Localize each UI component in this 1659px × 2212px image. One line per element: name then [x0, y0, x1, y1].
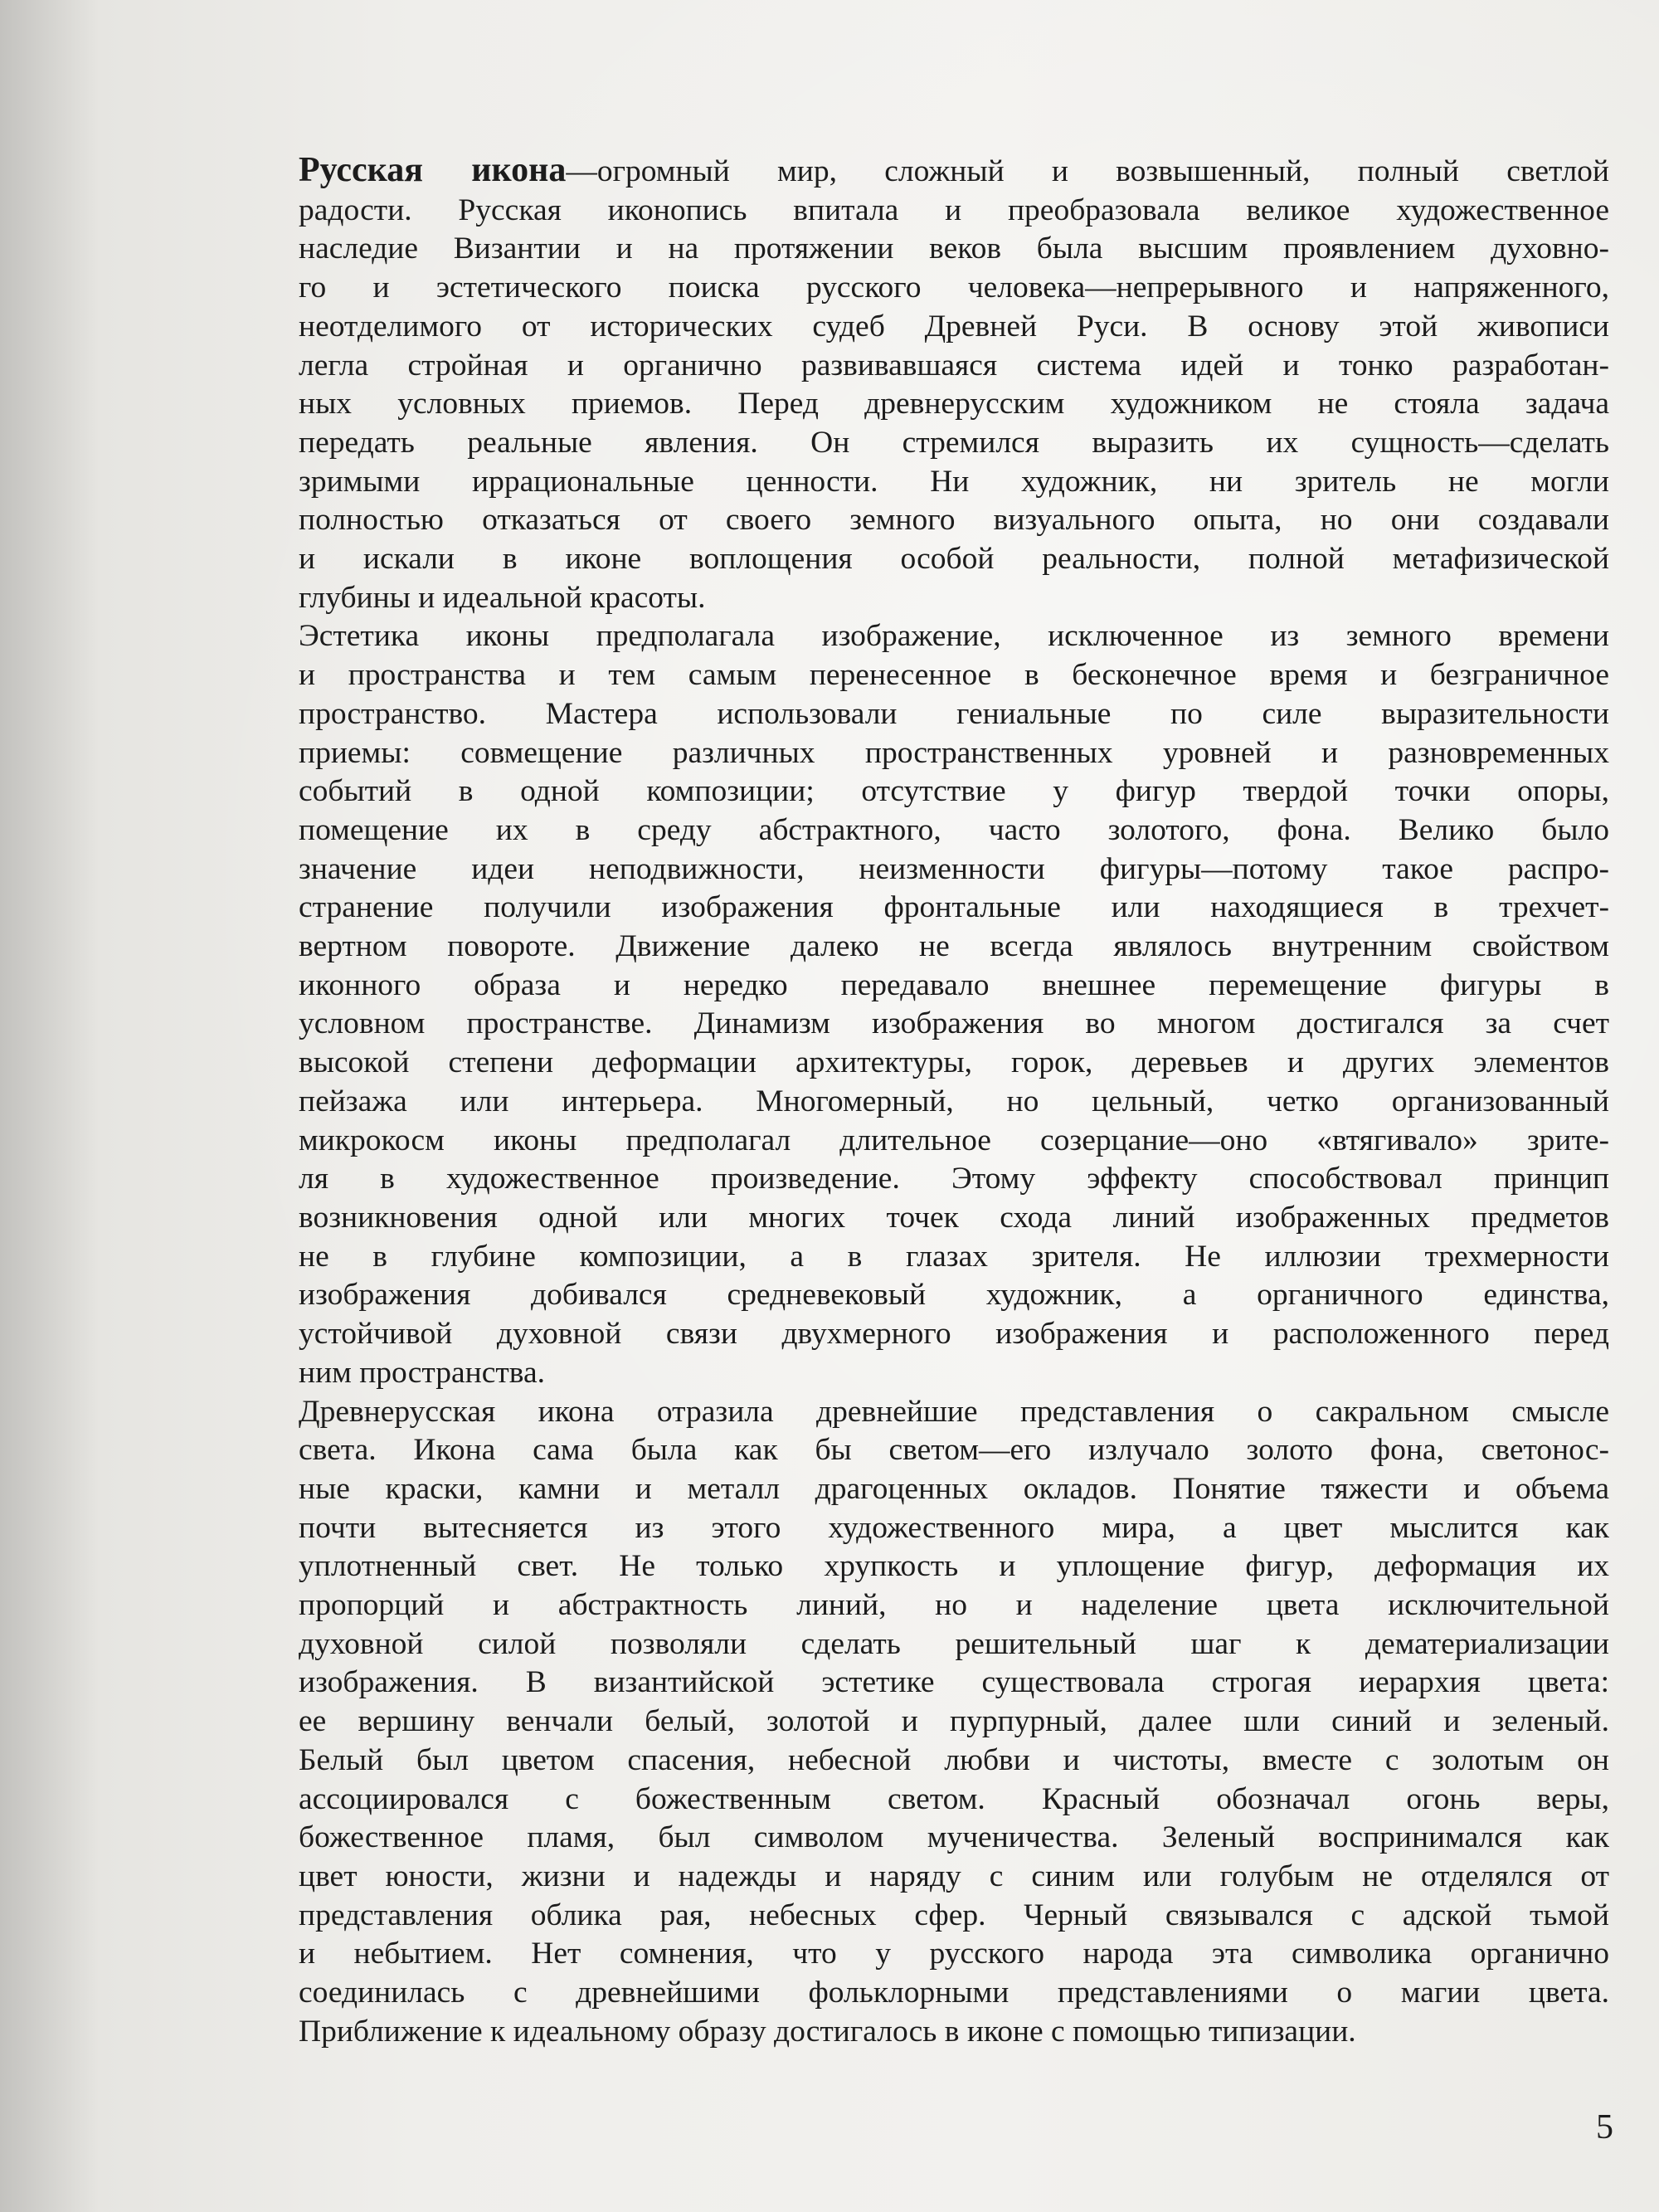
text-line-7: ных условных приемов. Перед древнерусским художником не стояла задача — [299, 387, 1609, 421]
text-line-20: странение получили изображения фронтальные или находящиеся в трехчет- — [299, 890, 1609, 925]
text-line-4: го и эстетического поиска русского человека—непрерывного и напряженного, — [299, 270, 1609, 305]
text-line-8: передать реальные явления. Он стремился выразить их сущность—сделать — [299, 425, 1609, 460]
text-line-1 — [299, 151, 1609, 192]
text-line-6: легла стройная и органично развивавшаяся система идей и тонко разработан- — [299, 348, 1609, 382]
text-line-36: почти вытесняется из этого художественного мира, а цвет мыслится как — [299, 1510, 1609, 1545]
text-line-40: изображения. В византийской эстетике существовала строгая иерархия цвета: — [299, 1665, 1609, 1700]
text-line-29: не в глубине композиции, а в глазах зрителя. Не иллюзии трехмерности — [299, 1239, 1609, 1274]
lead-title: Русская икона — [299, 151, 567, 189]
text-line-41: ее вершину венчали белый, золотой и пурпурный, далее шли синий и зеленый. — [299, 1704, 1609, 1739]
text-line-18: помещение их в среду абстрактного, часто золотого, фона. Велико было — [299, 812, 1609, 847]
body-text — [299, 151, 1609, 2051]
text-line-35: ные краски, камни и металл драгоценных окладов. Понятие тяжести и объема — [299, 1471, 1609, 1506]
text-line-43: ассоциировался с божественным светом. Красный обозначал огонь веры, — [299, 1781, 1609, 1816]
text-line-26: микрокосм иконы предполагал длительное созерцание—оно «втягивало» зрите- — [299, 1123, 1609, 1157]
text-line-39: духовной силой позволяли сделать решительный шаг к дематериализации — [299, 1626, 1609, 1661]
text-line-44: божественное пламя, был символом мученичества. Зеленый воспринимался как — [299, 1820, 1609, 1855]
text-line-22: иконного образа и нередко передавало внешнее перемещение фигуры в — [299, 967, 1609, 1002]
text-line-16: приемы: совмещение различных пространственных уровней и разновременных — [299, 735, 1609, 770]
text-line-5: неотделимого от исторических судеб Древней Руси. В основу этой живописи — [299, 309, 1609, 343]
text-line-30: изображения добивался средневековый художник, а органичного единства, — [299, 1278, 1609, 1313]
text-line-27: ля в художественное произведение. Этому эффекту способствовал принцип — [299, 1162, 1609, 1196]
text-line-12: глубины и идеальной красоты. — [299, 580, 706, 615]
text-line-2: радости. Русская иконопись впитала и преобразовала великое художественное — [299, 192, 1609, 227]
page-gutter-shadow — [0, 0, 100, 2212]
text-line-49: Приближение к идеальному образу достигалось в иконе с помощью типизации. — [299, 2014, 1356, 2049]
text-line-31: устойчивой духовной связи двухмерного изображения и расположенного перед — [299, 1317, 1609, 1352]
text-line-1-rest: —огромный мир, сложный и возвышенный, полный светлой — [566, 154, 1609, 188]
text-line-33: Древнерусская икона отразила древнейшие представления о сакральном смысле — [299, 1394, 1609, 1429]
text-line-45: цвет юности, жизни и надежды и наряду с синим или голубым не отделялся от — [299, 1859, 1609, 1893]
text-line-10: полностью отказаться от своего земного визуального опыта, но они создавали — [299, 503, 1609, 538]
text-line-9: зримыми иррациональные ценности. Ни художник, ни зритель не могли — [299, 464, 1609, 499]
text-line-46: представления облика рая, небесных сфер. Черный связывался с адской тьмой — [299, 1898, 1609, 1932]
text-line-37: уплотненный свет. Не только хрупкость и уплощение фигур, деформация их — [299, 1549, 1609, 1584]
text-line-17: событий в одной композиции; отсутствие у фигур твердой точки опоры, — [299, 774, 1609, 809]
text-line-21: вертном повороте. Движение далеко не всегда являлось внутренним свойством — [299, 929, 1609, 964]
text-line-24: высокой степени деформации архитектуры, горок, деревьев и других элементов — [299, 1045, 1609, 1080]
text-line-23: условном пространстве. Динамизм изображения во многом достигался за счет — [299, 1006, 1609, 1041]
text-line-38: пропорций и абстрактность линий, но и наделение цвета исключительной — [299, 1588, 1609, 1623]
text-line-47: и небытием. Нет сомнения, что у русского народа эта символика органично — [299, 1937, 1609, 1971]
text-line-32: ним пространства. — [299, 1355, 545, 1390]
text-line-3: наследие Византии и на протяжении веков была высшим проявлением духовно- — [299, 231, 1609, 266]
text-line-42: Белый был цветом спасения, небесной любви и чистоты, вместе с золотым он — [299, 1742, 1609, 1777]
text-line-48: соединилась с древнейшими фольклорными представлениями о магии цвета. — [299, 1976, 1609, 2010]
text-line-11: и искали в иконе воплощения особой реальности, полной метафизической — [299, 542, 1609, 577]
text-line-25: пейзажа или интерьера. Многомерный, но цельный, четко организованный — [299, 1084, 1609, 1118]
text-line-28: возникновения одной или многих точек схода линий изображенных предметов — [299, 1200, 1609, 1235]
page-number: 5 — [1596, 2108, 1613, 2146]
text-line-19: значение идеи неподвижности, неизменности фигуры—потому такое распро- — [299, 851, 1609, 886]
text-line-34: света. Икона сама была как бы светом—его излучало золото фона, светонос- — [299, 1433, 1609, 1468]
text-line-13: Эстетика иконы предполагала изображение, исключенное из земного времени — [299, 619, 1609, 654]
text-line-14: и пространства и тем самым перенесенное в бесконечное время и безграничное — [299, 658, 1609, 693]
text-line-15: пространство. Мастера использовали гениальные по силе выразительности — [299, 696, 1609, 731]
